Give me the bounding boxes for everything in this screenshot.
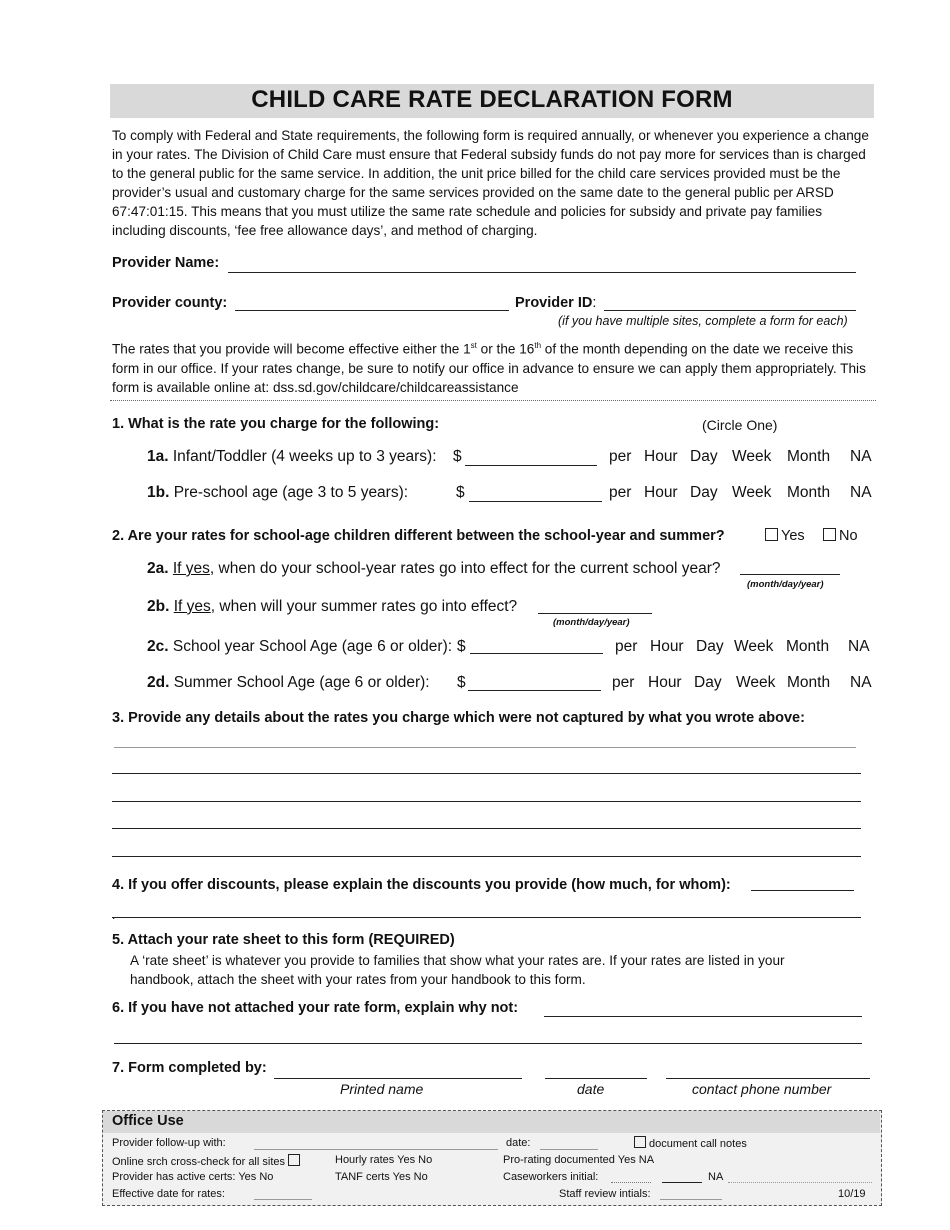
provider-name-label: Provider Name: [112,255,220,271]
q2d-num: 2d. [147,674,170,691]
active-certs: Provider has active certs: Yes No [112,1171,274,1183]
q1a-day-option[interactable]: Day [690,448,718,465]
q3-label: 3. Provide any details about the rates you charge which were not captured by what you wrote above: [112,710,805,726]
q2d-week-option[interactable]: Week [736,674,776,691]
q2b-date-field[interactable] [538,613,652,614]
q2b-date-hint: (month/day/year) [553,617,630,628]
q1a-rate-field[interactable] [465,465,597,466]
q3-answer-line-3[interactable] [112,801,861,802]
q2-no-label: No [839,528,858,544]
q1b-day-option[interactable]: Day [690,484,718,501]
q2a-label [147,560,721,578]
online-srch-label: Online srch cross-check for all sites [112,1156,285,1168]
q2d-per: per [612,674,635,691]
effective-text-2: or the 16 [476,341,535,357]
q2c-week-option[interactable]: Week [734,638,774,655]
q4-answer-line[interactable] [112,917,861,918]
provider-name-field[interactable] [228,272,856,273]
q6-answer-inline[interactable] [544,1016,862,1017]
q2-yes-option[interactable] [765,528,805,544]
effective-sup-2: th [534,341,542,350]
q1b-na-option[interactable]: NA [850,484,872,501]
q1a-per: per [609,448,632,465]
q2-yes-label: Yes [781,528,805,544]
q3-answer-line-2[interactable] [112,773,861,774]
q2c-day-option[interactable]: Day [696,638,724,655]
q5-label: 5. Attach your rate sheet to this form (REQUIRED) [112,932,455,948]
office-use-header-bar [103,1111,880,1133]
tanf-certs: TANF certs Yes No [335,1171,428,1183]
q1a-na-option[interactable]: NA [850,448,872,465]
q2b-num: 2b. [147,598,170,615]
q2a-ifyes: If yes [172,560,210,577]
office-use-title: Office Use [112,1113,184,1129]
q1a-label [147,448,437,466]
provider-id-label-wrap [515,295,596,311]
q1b-rate-field[interactable] [469,501,602,502]
intro-paragraph: To comply with Federal and State requirements, the following form is required annually, or whenever you experience a change in your rates. The Division of Child Care must ensure that Federal subsidy funds do not pay more for services than is charged to the general public for the same service. In addition, the unit price billed for the child care services provided must be the provider’s usual and customary charge for the same services provided on the same date to the general public per ARSD 67:47:01:15. This means that you must utilize the same rate schedule and policies for subsidy and private pay families including discounts, ‘fee free allowance days’, and method of charging. [112,128,869,238]
q6-label: 6. If you have not attached your rate form, explain why not: [112,1000,519,1016]
q1b-currency: $ [456,484,465,501]
hourly-rates: Hourly rates Yes No [335,1154,433,1166]
q1b-label [147,484,408,502]
q2c-month-option[interactable]: Month [786,638,830,655]
q4-label: 4. If you offer discounts, please explain the discounts you provide (how much, for whom): [112,877,731,893]
effective-sup-1: st [470,341,477,350]
q1a-week-option[interactable]: Week [732,448,772,465]
q2a-date-hint: (month/day/year) [747,579,824,590]
provider-id-colon: : [592,295,597,311]
q2d-label [147,674,430,692]
q2c-hour-option[interactable]: Hour [650,638,684,655]
q2d-na-option[interactable]: NA [850,674,872,691]
q2c-text: School year School Age (age 6 or older): [168,638,453,655]
followup-field[interactable] [254,1149,498,1150]
q1a-text: Infant/Toddler (4 weeks up to 3 years): [168,448,437,465]
q2d-text: Summer School Age (age 6 or older): [169,674,430,691]
form-version: 10/19 [838,1188,866,1200]
q1b-text: Pre-school age (age 3 to 5 years): [169,484,409,501]
doc-call-notes-checkbox[interactable] [634,1136,646,1148]
q2-label: 2. Are your rates for school-age children different between the school-year and summer? [112,528,725,544]
q2c-per: per [615,638,638,655]
q2d-day-option[interactable]: Day [694,674,722,691]
q2c-label [147,638,452,656]
q2c-na-option[interactable]: NA [848,638,870,655]
q1a-hour-option[interactable]: Hour [644,448,678,465]
q1-label: 1. What is the rate you charge for the following: [112,416,440,432]
provider-id-label: Provider ID [515,295,593,311]
yes-checkbox[interactable] [765,528,778,541]
caseworkers-label: Caseworkers initial: [503,1171,599,1183]
q2d-rate-field[interactable] [468,690,601,691]
printed-name-field[interactable] [274,1078,522,1079]
q2a-num: 2a. [147,560,169,577]
caseworkers-na: NA [708,1171,724,1183]
provider-county-label: Provider county: [112,295,228,311]
q2c-currency: $ [457,638,466,655]
q2b-ifyes: If yes [173,598,211,615]
office-date-field[interactable] [540,1149,598,1150]
staff-review-label: Staff review intials: [559,1188,651,1200]
section-divider [110,400,876,401]
q1a-month-option[interactable]: Month [787,448,831,465]
q3-answer-line-5[interactable] [112,856,861,857]
q1b-num: 1b. [147,484,170,501]
q2c-num: 2c. [147,638,169,655]
effective-paragraph [112,336,876,397]
q2c-rate-field[interactable] [470,653,603,654]
q5-text: A ‘rate sheet’ is whatever you provide to families that show what your rates are. If your rates are listed in your handbook, attach the sheet with your rates from your handbook to this form. [130,953,785,987]
q2a-date-field[interactable] [740,574,840,575]
q1b-month-option[interactable]: Month [787,484,831,501]
q2b-text: , when will your summer rates go into effect? [210,598,518,615]
caseworkers-notes-field[interactable] [728,1182,872,1183]
q3-answer-line-1[interactable] [114,747,856,748]
multi-site-note: (if you have multiple sites, complete a form for each) [558,314,848,328]
q4-dot: . [112,908,116,922]
doc-call-notes-option[interactable] [634,1136,747,1150]
q4-answer-inline[interactable] [751,890,854,891]
q1b-per: per [609,484,632,501]
office-date-label: date: [506,1137,531,1149]
q3-answer-line-4[interactable] [112,828,861,829]
doc-call-notes-label: document call notes [649,1138,747,1150]
effective-text-1: The rates that you provide will become effective either the 1 [112,341,471,357]
followup-label: Provider follow-up with: [112,1137,226,1149]
no-checkbox[interactable] [823,528,836,541]
date-field[interactable] [545,1078,647,1079]
date-caption: date [577,1081,605,1097]
q2a-text: , when do your school-year rates go into effect for the current school year? [209,560,721,577]
q1a-currency: $ [453,448,462,465]
q2b-label [147,598,517,616]
effective-date-field[interactable] [254,1199,312,1200]
form-title: CHILD CARE RATE DECLARATION FORM [251,86,733,113]
q2d-currency: $ [457,674,466,691]
caseworkers-field[interactable] [611,1182,651,1183]
staff-review-field[interactable] [660,1199,722,1200]
printed-name-caption: Printed name [340,1081,424,1097]
q6-answer-line[interactable] [114,1043,862,1044]
q2-no-option[interactable] [823,528,858,544]
effective-date-label: Effective date for rates: [112,1188,225,1200]
online-srch-option[interactable] [112,1154,303,1168]
q7-label: 7. Form completed by: [112,1060,267,1076]
provider-id-field[interactable] [604,310,856,311]
q1b-week-option[interactable]: Week [732,484,772,501]
online-srch-checkbox[interactable] [288,1154,300,1166]
phone-caption: contact phone number [692,1081,832,1097]
q1a-num: 1a. [147,448,169,465]
q2d-month-option[interactable]: Month [787,674,831,691]
q2d-hour-option[interactable]: Hour [648,674,682,691]
phone-field[interactable] [666,1078,870,1079]
caseworkers-field-2[interactable] [662,1182,702,1183]
q1b-hour-option[interactable]: Hour [644,484,678,501]
prorating: Pro-rating documented Yes NA [503,1154,655,1166]
effective-text-3: of the month depending on the date we receive this form in our office. If your rates change, be sure to notify our office in advance to ensure we can apply them appropriately. This form is available online at: dss.sd.gov/childcare/childcareassistance [112,341,866,395]
circle-one-hint: (Circle One) [702,417,778,433]
provider-county-field[interactable] [235,310,509,311]
